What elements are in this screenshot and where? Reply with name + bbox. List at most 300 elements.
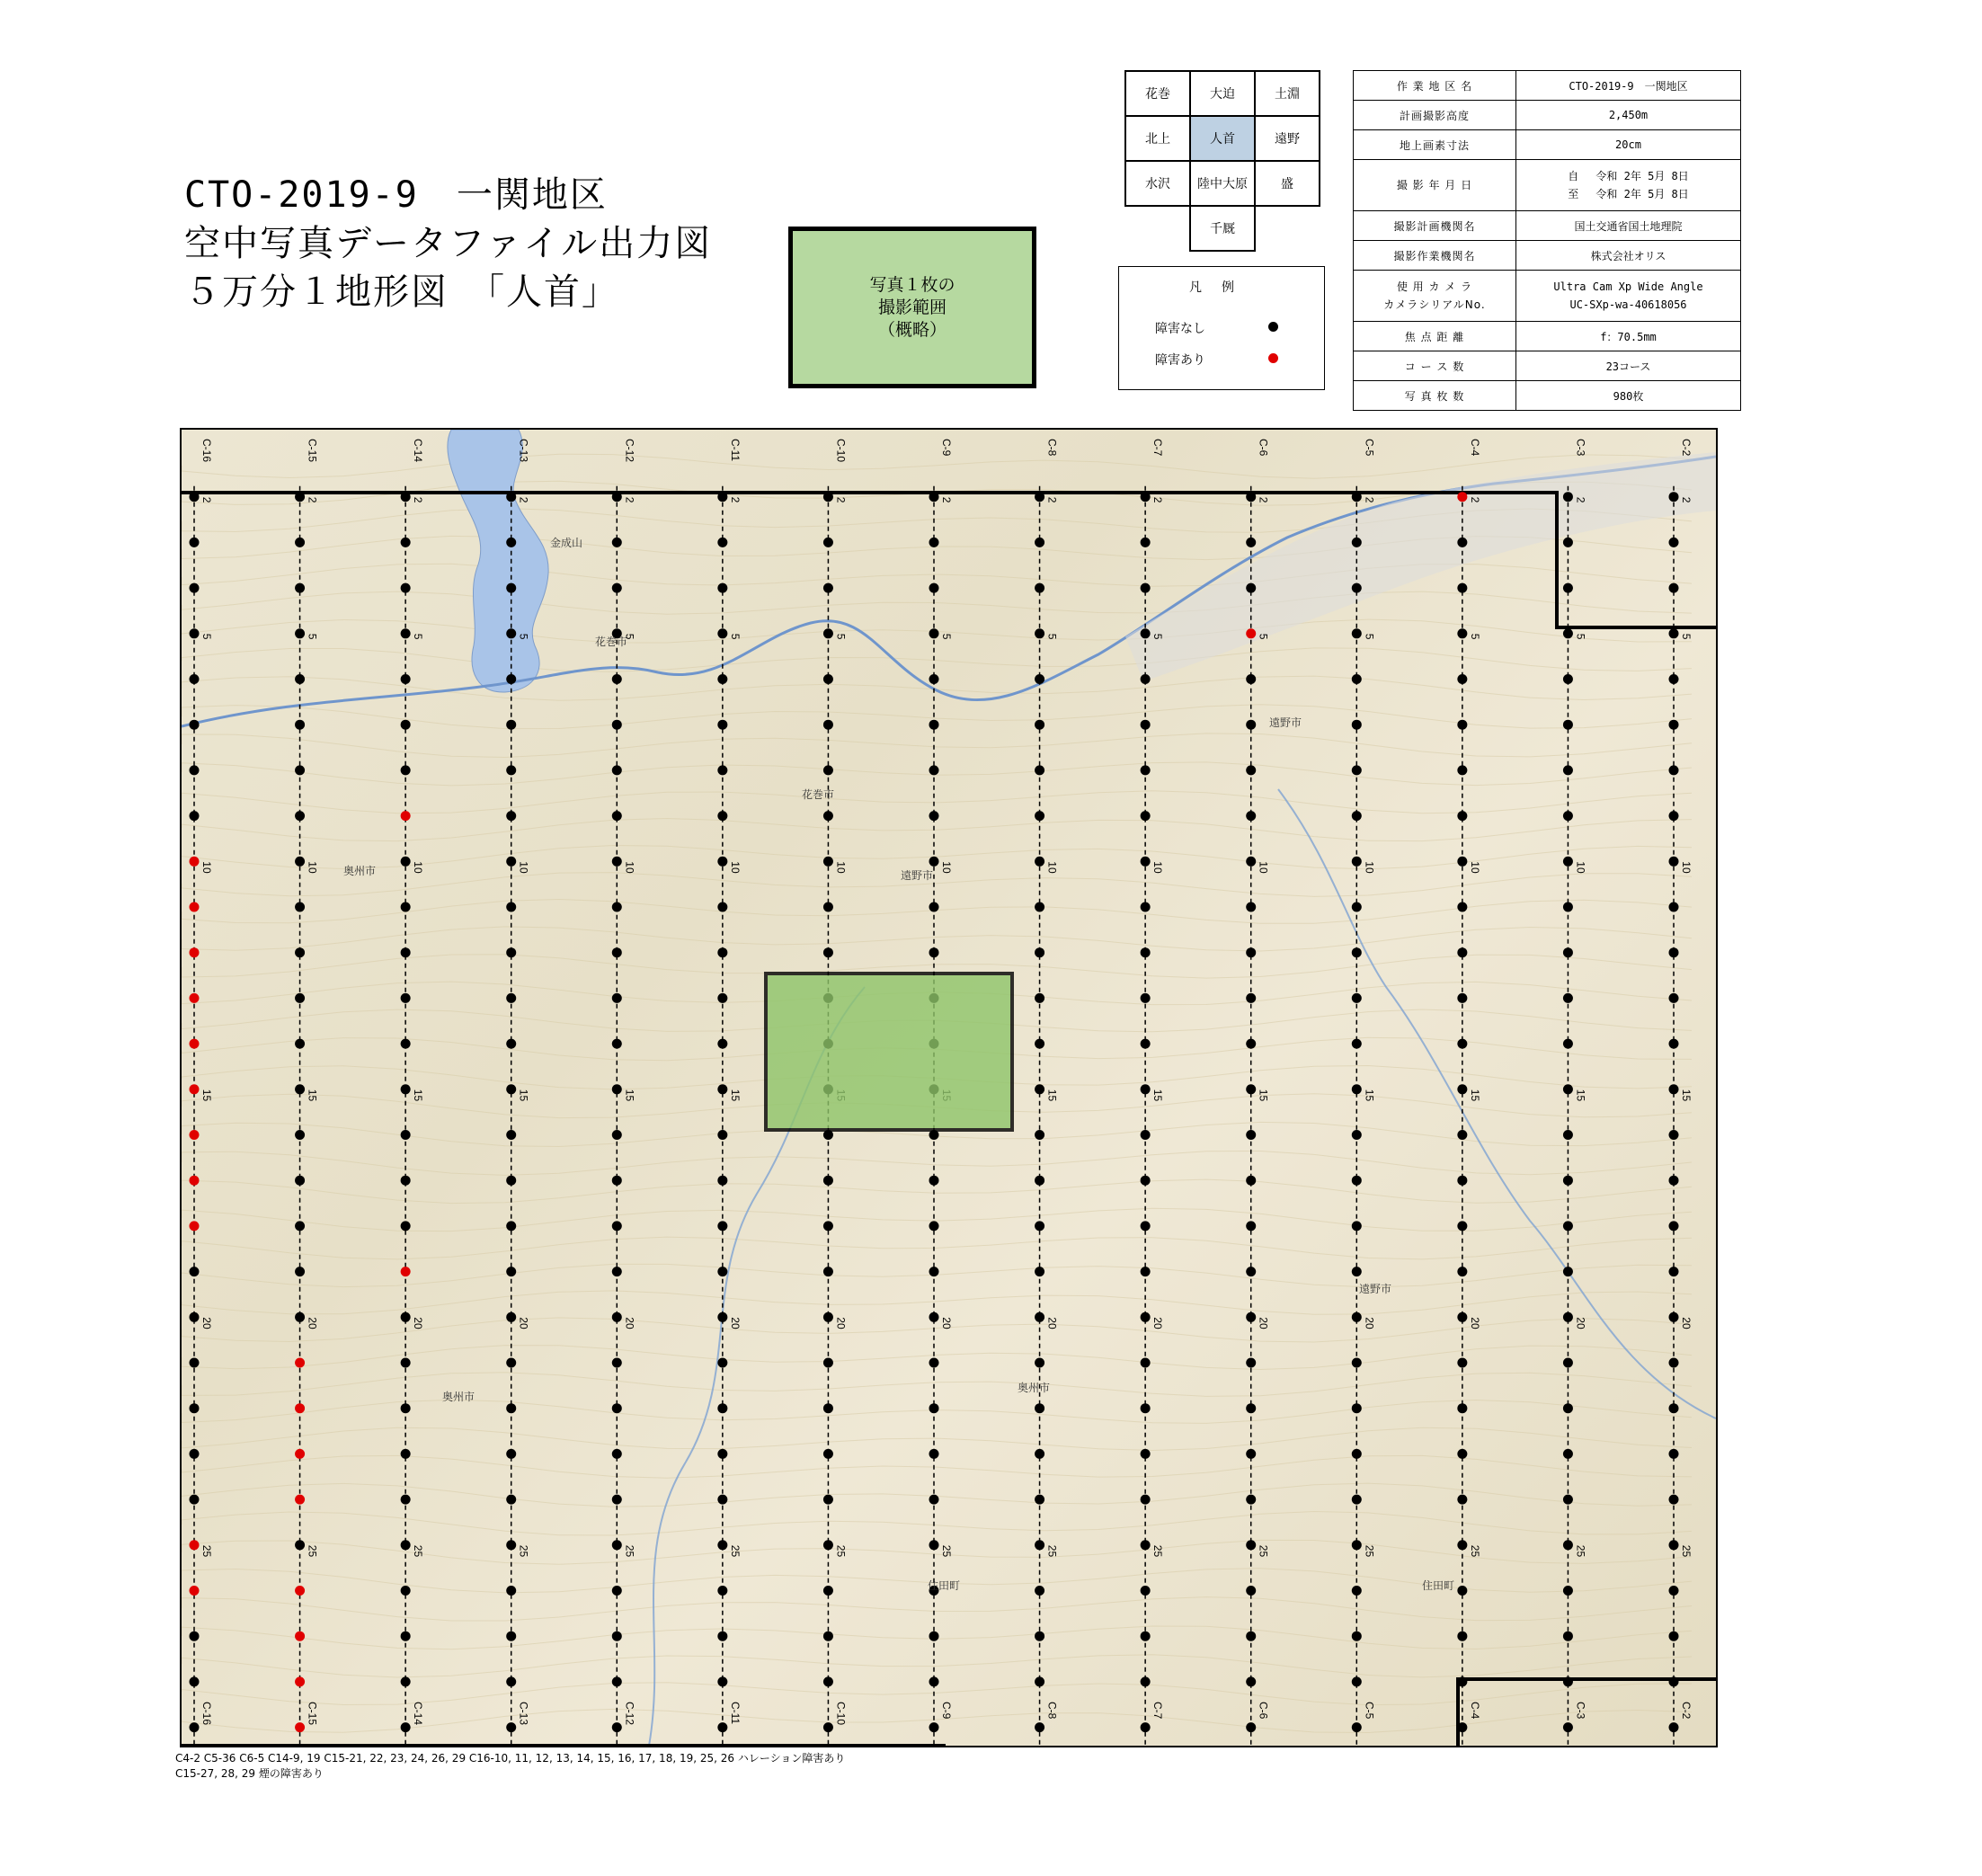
photo-point (1457, 1495, 1467, 1505)
photo-point (190, 765, 200, 775)
photo-point (1669, 1267, 1679, 1276)
index-sheet-1: 花巻 (1124, 70, 1191, 117)
photo-point (1669, 538, 1679, 547)
place-name: 花巻市 (595, 636, 628, 648)
photo-point (401, 1176, 411, 1186)
photo-point (717, 1312, 727, 1322)
photo-point (929, 1449, 939, 1459)
course-label-bottom: C-3 (1574, 1702, 1587, 1720)
photo-point (612, 1039, 622, 1049)
title-survey-code: CTO-2019-9 一関地区 (184, 174, 608, 216)
photo-point (612, 1176, 622, 1186)
photo-point (1457, 1586, 1467, 1596)
photo-number-label: 15 (200, 1089, 213, 1102)
title-output-map: 空中写真データファイル出力図 (184, 223, 713, 264)
photo-point (717, 993, 727, 1003)
photo-point (190, 1130, 200, 1140)
photo-number-label: 20 (1151, 1317, 1165, 1329)
photo-point (190, 583, 200, 593)
photo-point (612, 1312, 622, 1322)
photo-point (506, 1130, 516, 1140)
photo-point (506, 1403, 516, 1413)
photo-point (190, 902, 200, 912)
photo-point (1246, 1540, 1256, 1550)
legend-obstacle-label: 障害あり (1155, 353, 1205, 368)
photo-point (1352, 1495, 1362, 1505)
photo-point (717, 674, 727, 684)
photo-point (717, 902, 727, 912)
photo-number-label: 25 (834, 1544, 848, 1558)
photo-point (1141, 1039, 1151, 1049)
course-label-bottom: C-9 (940, 1702, 953, 1720)
spec-key: 撮影計画機関名 (1354, 211, 1516, 241)
course-label-top: C-14 (412, 439, 425, 463)
photo-number-label: 15 (412, 1089, 425, 1102)
photo-point (1035, 1176, 1044, 1186)
course-label-bottom: C-2 (1680, 1702, 1693, 1720)
photo-number-label: 2 (728, 496, 742, 503)
photo-point (823, 857, 833, 867)
photo-point (401, 1449, 411, 1459)
photo-number-label: 20 (200, 1317, 213, 1329)
contour-line (182, 734, 1692, 758)
photo-point (612, 1495, 622, 1505)
photo-point (1669, 857, 1679, 867)
photo-point (1563, 1449, 1573, 1459)
photo-point (1563, 857, 1573, 867)
photo-point (401, 1130, 411, 1140)
photo-point (1035, 1403, 1044, 1413)
spec-key: 地上画素寸法 (1354, 130, 1516, 160)
place-name: 住田町 (1422, 1579, 1455, 1592)
photo-point (1669, 1312, 1679, 1322)
flight-course-map (180, 428, 1718, 1747)
photo-point (295, 902, 305, 912)
photo-point (1563, 1403, 1573, 1413)
photo-point (1457, 811, 1467, 821)
photo-point (1246, 1676, 1256, 1686)
photo-point (506, 1221, 516, 1231)
photo-number-label: 25 (1257, 1544, 1270, 1558)
photo-number-label: 10 (1680, 861, 1693, 874)
photo-number-label: 2 (1680, 496, 1693, 503)
photo-point (1563, 538, 1573, 547)
photo-point (1035, 1084, 1044, 1094)
photo-point (1246, 857, 1256, 867)
photo-point (1246, 1084, 1256, 1094)
photo-number-label: 5 (1680, 633, 1693, 640)
photo-point (1563, 993, 1573, 1003)
photo-point (1246, 765, 1256, 775)
photo-point (1141, 1495, 1151, 1505)
photo-number-label: 10 (1045, 861, 1059, 874)
photo-point (506, 765, 516, 775)
photo-number-label: 5 (1363, 633, 1376, 640)
photo-point (1352, 674, 1362, 684)
photo-point (1035, 1358, 1044, 1368)
photo-point (295, 1358, 305, 1368)
place-name: 遠野市 (1269, 716, 1302, 729)
photo-point (1246, 628, 1256, 638)
photo-point (1352, 765, 1362, 775)
photo-number-label: 20 (940, 1317, 953, 1329)
photo-point (506, 1676, 516, 1686)
photo-number-label: 2 (1151, 496, 1165, 503)
photo-point (506, 1312, 516, 1322)
photo-point (295, 1403, 305, 1413)
photo-point (1035, 902, 1044, 912)
contour-line (182, 1455, 1692, 1478)
photo-number-label: 2 (306, 496, 319, 503)
photo-point (1246, 1586, 1256, 1596)
photo-point (1669, 811, 1679, 821)
photo-point (401, 811, 411, 821)
photo-point (295, 720, 305, 730)
photo-number-label: 20 (728, 1317, 742, 1329)
photo-number-label: 20 (517, 1317, 530, 1329)
photo-point (295, 1084, 305, 1094)
single-photo-coverage (766, 974, 1012, 1130)
photo-point (401, 857, 411, 867)
photo-point (1035, 720, 1044, 730)
course-label-top: C-3 (1574, 439, 1587, 457)
photo-point (1669, 1039, 1679, 1049)
photo-point (717, 1221, 727, 1231)
photo-point (1352, 628, 1362, 638)
photo-point (1141, 1540, 1151, 1550)
photo-number-label: 2 (1045, 496, 1059, 503)
photo-point (295, 1130, 305, 1140)
photo-point (612, 583, 622, 593)
photo-point (1141, 1130, 1151, 1140)
photo-point (929, 1176, 939, 1186)
photo-point (1563, 583, 1573, 593)
photo-number-label: 15 (1257, 1089, 1270, 1102)
notes-line2: C15-27, 28, 29 煙の障害あり (175, 1767, 324, 1780)
spec-value: 23コース (1516, 351, 1741, 381)
photo-number-label: 5 (834, 633, 848, 640)
photo-number-label: 15 (517, 1089, 530, 1102)
spec-key: 使 用 カ メ ラ カメラシリアルNo. (1354, 271, 1516, 322)
photo-point (401, 720, 411, 730)
course-label-top: C-12 (623, 439, 636, 463)
photo-number-label: 20 (1363, 1317, 1376, 1329)
photo-point (929, 1312, 939, 1322)
photo-point (1563, 674, 1573, 684)
photo-point (190, 857, 200, 867)
course-label-top: C-10 (834, 439, 848, 463)
photo-point (1246, 947, 1256, 957)
photo-point (401, 1312, 411, 1322)
photo-point (295, 1495, 305, 1505)
photo-number-label: 2 (1363, 496, 1376, 503)
photo-number-label: 25 (517, 1544, 530, 1558)
photo-point (1035, 492, 1044, 502)
photo-point (506, 628, 516, 638)
photo-point (929, 1267, 939, 1276)
photo-point (1457, 1403, 1467, 1413)
photo-point (717, 1176, 727, 1186)
photo-point (401, 1084, 411, 1094)
photo-number-label: 25 (200, 1544, 213, 1558)
photo-point (506, 1358, 516, 1368)
photo-point (1563, 1130, 1573, 1140)
photo-point (1035, 993, 1044, 1003)
index-sheet-2: 大迫 (1189, 70, 1256, 117)
photo-point (1035, 811, 1044, 821)
photo-point (190, 538, 200, 547)
photo-number-label: 25 (623, 1544, 636, 1558)
spec-value: 国土交通省国土地理院 (1516, 211, 1741, 241)
photo-number-label: 20 (834, 1317, 848, 1329)
photo-point (295, 993, 305, 1003)
photo-number-label: 10 (412, 861, 425, 874)
photo-point (1457, 857, 1467, 867)
photo-point (1352, 1722, 1362, 1732)
photo-point (717, 1722, 727, 1732)
contour-line (182, 454, 1692, 478)
photo-point (1457, 1540, 1467, 1550)
place-name: 住田町 (928, 1579, 961, 1592)
photo-point (612, 993, 622, 1003)
contour-line (182, 791, 1692, 814)
photo-point (1669, 1722, 1679, 1732)
photo-point (1352, 1358, 1362, 1368)
spec-key: 作 業 地 区 名 (1354, 71, 1516, 101)
photo-point (295, 583, 305, 593)
photo-point (295, 1039, 305, 1049)
photo-point (1669, 1084, 1679, 1094)
photo-number-label: 5 (1045, 633, 1059, 640)
photo-point (1669, 993, 1679, 1003)
photo-number-label: 2 (1468, 496, 1481, 503)
photo-number-label: 25 (412, 1544, 425, 1558)
photo-point (1457, 1130, 1467, 1140)
photo-point (1457, 1039, 1467, 1049)
legend-no-obstacle-label: 障害なし (1155, 322, 1205, 336)
photo-point (401, 1403, 411, 1413)
photo-point (1141, 857, 1151, 867)
course-label-top: C-7 (1151, 439, 1165, 457)
photo-point (823, 947, 833, 957)
photo-point (295, 947, 305, 957)
photo-point (823, 765, 833, 775)
contour-line (182, 591, 1692, 614)
index-sheet-9: 盛 (1254, 160, 1320, 207)
photo-point (1246, 993, 1256, 1003)
photo-point (1457, 947, 1467, 957)
photo-point (1352, 902, 1362, 912)
photo-number-label: 2 (623, 496, 636, 503)
photo-number-label: 15 (1363, 1089, 1376, 1102)
photo-point (1457, 1449, 1467, 1459)
photo-point (1141, 1403, 1151, 1413)
photo-point (612, 1221, 622, 1231)
photo-number-label: 25 (1363, 1544, 1376, 1558)
photo-point (1352, 1130, 1362, 1140)
photo-point (612, 811, 622, 821)
course-label-bottom: C-7 (1151, 1702, 1165, 1720)
photo-point (1457, 1267, 1467, 1276)
photo-point (1563, 492, 1573, 502)
map-canvas (182, 430, 1716, 1746)
photo-point (401, 1540, 411, 1550)
photo-point (929, 628, 939, 638)
photo-point (1352, 492, 1362, 502)
index-sheet-6: 遠野 (1254, 115, 1320, 162)
photo-number-label: 20 (1468, 1317, 1481, 1329)
photo-point (1669, 1586, 1679, 1596)
photo-point (1563, 947, 1573, 957)
place-name: 奥州市 (442, 1391, 476, 1403)
photo-number-label: 20 (623, 1317, 636, 1329)
contour-line (182, 1597, 1692, 1621)
photo-point (401, 538, 411, 547)
photo-point (1352, 1540, 1362, 1550)
photo-point (1563, 902, 1573, 912)
course-label-top: C-15 (306, 439, 319, 463)
photo-number-label: 20 (306, 1317, 319, 1329)
photo-point (717, 1267, 727, 1276)
photo-point (929, 1722, 939, 1732)
contour-line (182, 927, 1692, 951)
photo-point (929, 1221, 939, 1231)
photo-point (1246, 1130, 1256, 1140)
contour-line (182, 819, 1692, 841)
place-name: 花巻市 (802, 788, 835, 801)
contour-line (182, 1237, 1692, 1259)
photo-point (1141, 902, 1151, 912)
photo-point (1457, 583, 1467, 593)
photo-point (717, 492, 727, 502)
photo-point (929, 765, 939, 775)
course-label-top: C-6 (1257, 439, 1270, 457)
photo-box-line2: 撮影範囲 (877, 297, 947, 317)
photo-point (401, 1221, 411, 1231)
photo-point (717, 1631, 727, 1641)
photo-point (1141, 1449, 1151, 1459)
photo-point (1141, 628, 1151, 638)
photo-point (612, 1130, 622, 1140)
course-label-bottom: C-4 (1468, 1702, 1481, 1720)
index-sheet-4: 北上 (1124, 115, 1191, 162)
spec-value: 20cm (1516, 130, 1741, 160)
photo-point (401, 1495, 411, 1505)
course-label-bottom: C-5 (1363, 1702, 1376, 1720)
photo-point (612, 538, 622, 547)
photo-point (1035, 538, 1044, 547)
photo-point (1669, 1176, 1679, 1186)
photo-point (401, 1039, 411, 1049)
photo-point (401, 902, 411, 912)
photo-point (717, 1358, 727, 1368)
photo-point (717, 628, 727, 638)
photo-point (612, 1403, 622, 1413)
photo-point (612, 902, 622, 912)
photo-point (506, 1449, 516, 1459)
photo-point (929, 1495, 939, 1505)
photo-point (1141, 1221, 1151, 1231)
photo-point (506, 1267, 516, 1276)
photo-number-label: 15 (1468, 1089, 1481, 1102)
photo-number-label: 25 (1574, 1544, 1587, 1558)
course-label-top: C-8 (1045, 439, 1059, 457)
photo-number-label: 5 (517, 633, 530, 640)
photo-point (190, 1403, 200, 1413)
photo-point (506, 583, 516, 593)
photo-point (1669, 902, 1679, 912)
photo-point (506, 1631, 516, 1641)
photo-number-label: 2 (1574, 496, 1587, 503)
photo-point (506, 857, 516, 867)
photo-point (823, 1495, 833, 1505)
photo-point (190, 1540, 200, 1550)
photo-number-label: 10 (623, 861, 636, 874)
photo-point (190, 1722, 200, 1732)
photo-point (1352, 811, 1362, 821)
spec-value: 980枚 (1516, 381, 1741, 411)
photo-point (401, 1586, 411, 1596)
photo-number-label: 5 (1468, 633, 1481, 640)
photo-point (612, 1676, 622, 1686)
photo-point (717, 583, 727, 593)
photo-point (612, 1267, 622, 1276)
photo-point (1352, 1084, 1362, 1094)
spec-value: CTO-2019-9 一関地区 (1516, 71, 1741, 101)
photo-point (1246, 1403, 1256, 1413)
photo-number-label: 15 (623, 1089, 636, 1102)
photo-number-label: 2 (834, 496, 848, 503)
photo-point (929, 583, 939, 593)
photo-point (295, 1221, 305, 1231)
photo-point (612, 1586, 622, 1596)
photo-point (190, 674, 200, 684)
photo-point (1457, 720, 1467, 730)
photo-point (1035, 1449, 1044, 1459)
photo-point (823, 1722, 833, 1732)
photo-point (1457, 1676, 1467, 1686)
spec-key: 写 真 枚 数 (1354, 381, 1516, 411)
legend-no-obstacle-dot (1268, 322, 1278, 332)
photo-number-label: 5 (1574, 633, 1587, 640)
photo-point (612, 1084, 622, 1094)
photo-point (506, 1586, 516, 1596)
photo-point (401, 993, 411, 1003)
photo-point (1141, 674, 1151, 684)
photo-point (1669, 492, 1679, 502)
photo-point (612, 720, 622, 730)
spec-key: コ ー ス 数 (1354, 351, 1516, 381)
spec-key: 計画撮影高度 (1354, 101, 1516, 130)
photo-point (1669, 1130, 1679, 1140)
photo-point (929, 902, 939, 912)
photo-point (823, 1631, 833, 1641)
photo-point (1246, 1495, 1256, 1505)
photo-point (823, 1676, 833, 1686)
photo-point (1352, 1267, 1362, 1276)
spec-key: 撮影作業機関名 (1354, 241, 1516, 271)
photo-point (295, 857, 305, 867)
photo-point (1035, 1495, 1044, 1505)
photo-number-label: 25 (1045, 1544, 1059, 1558)
photo-point (1141, 993, 1151, 1003)
photo-point (1141, 492, 1151, 502)
photo-point (1246, 1312, 1256, 1322)
photo-number-label: 10 (1468, 861, 1481, 874)
photo-point (190, 1221, 200, 1231)
course-label-top: C-11 (728, 439, 742, 462)
photo-point (823, 720, 833, 730)
